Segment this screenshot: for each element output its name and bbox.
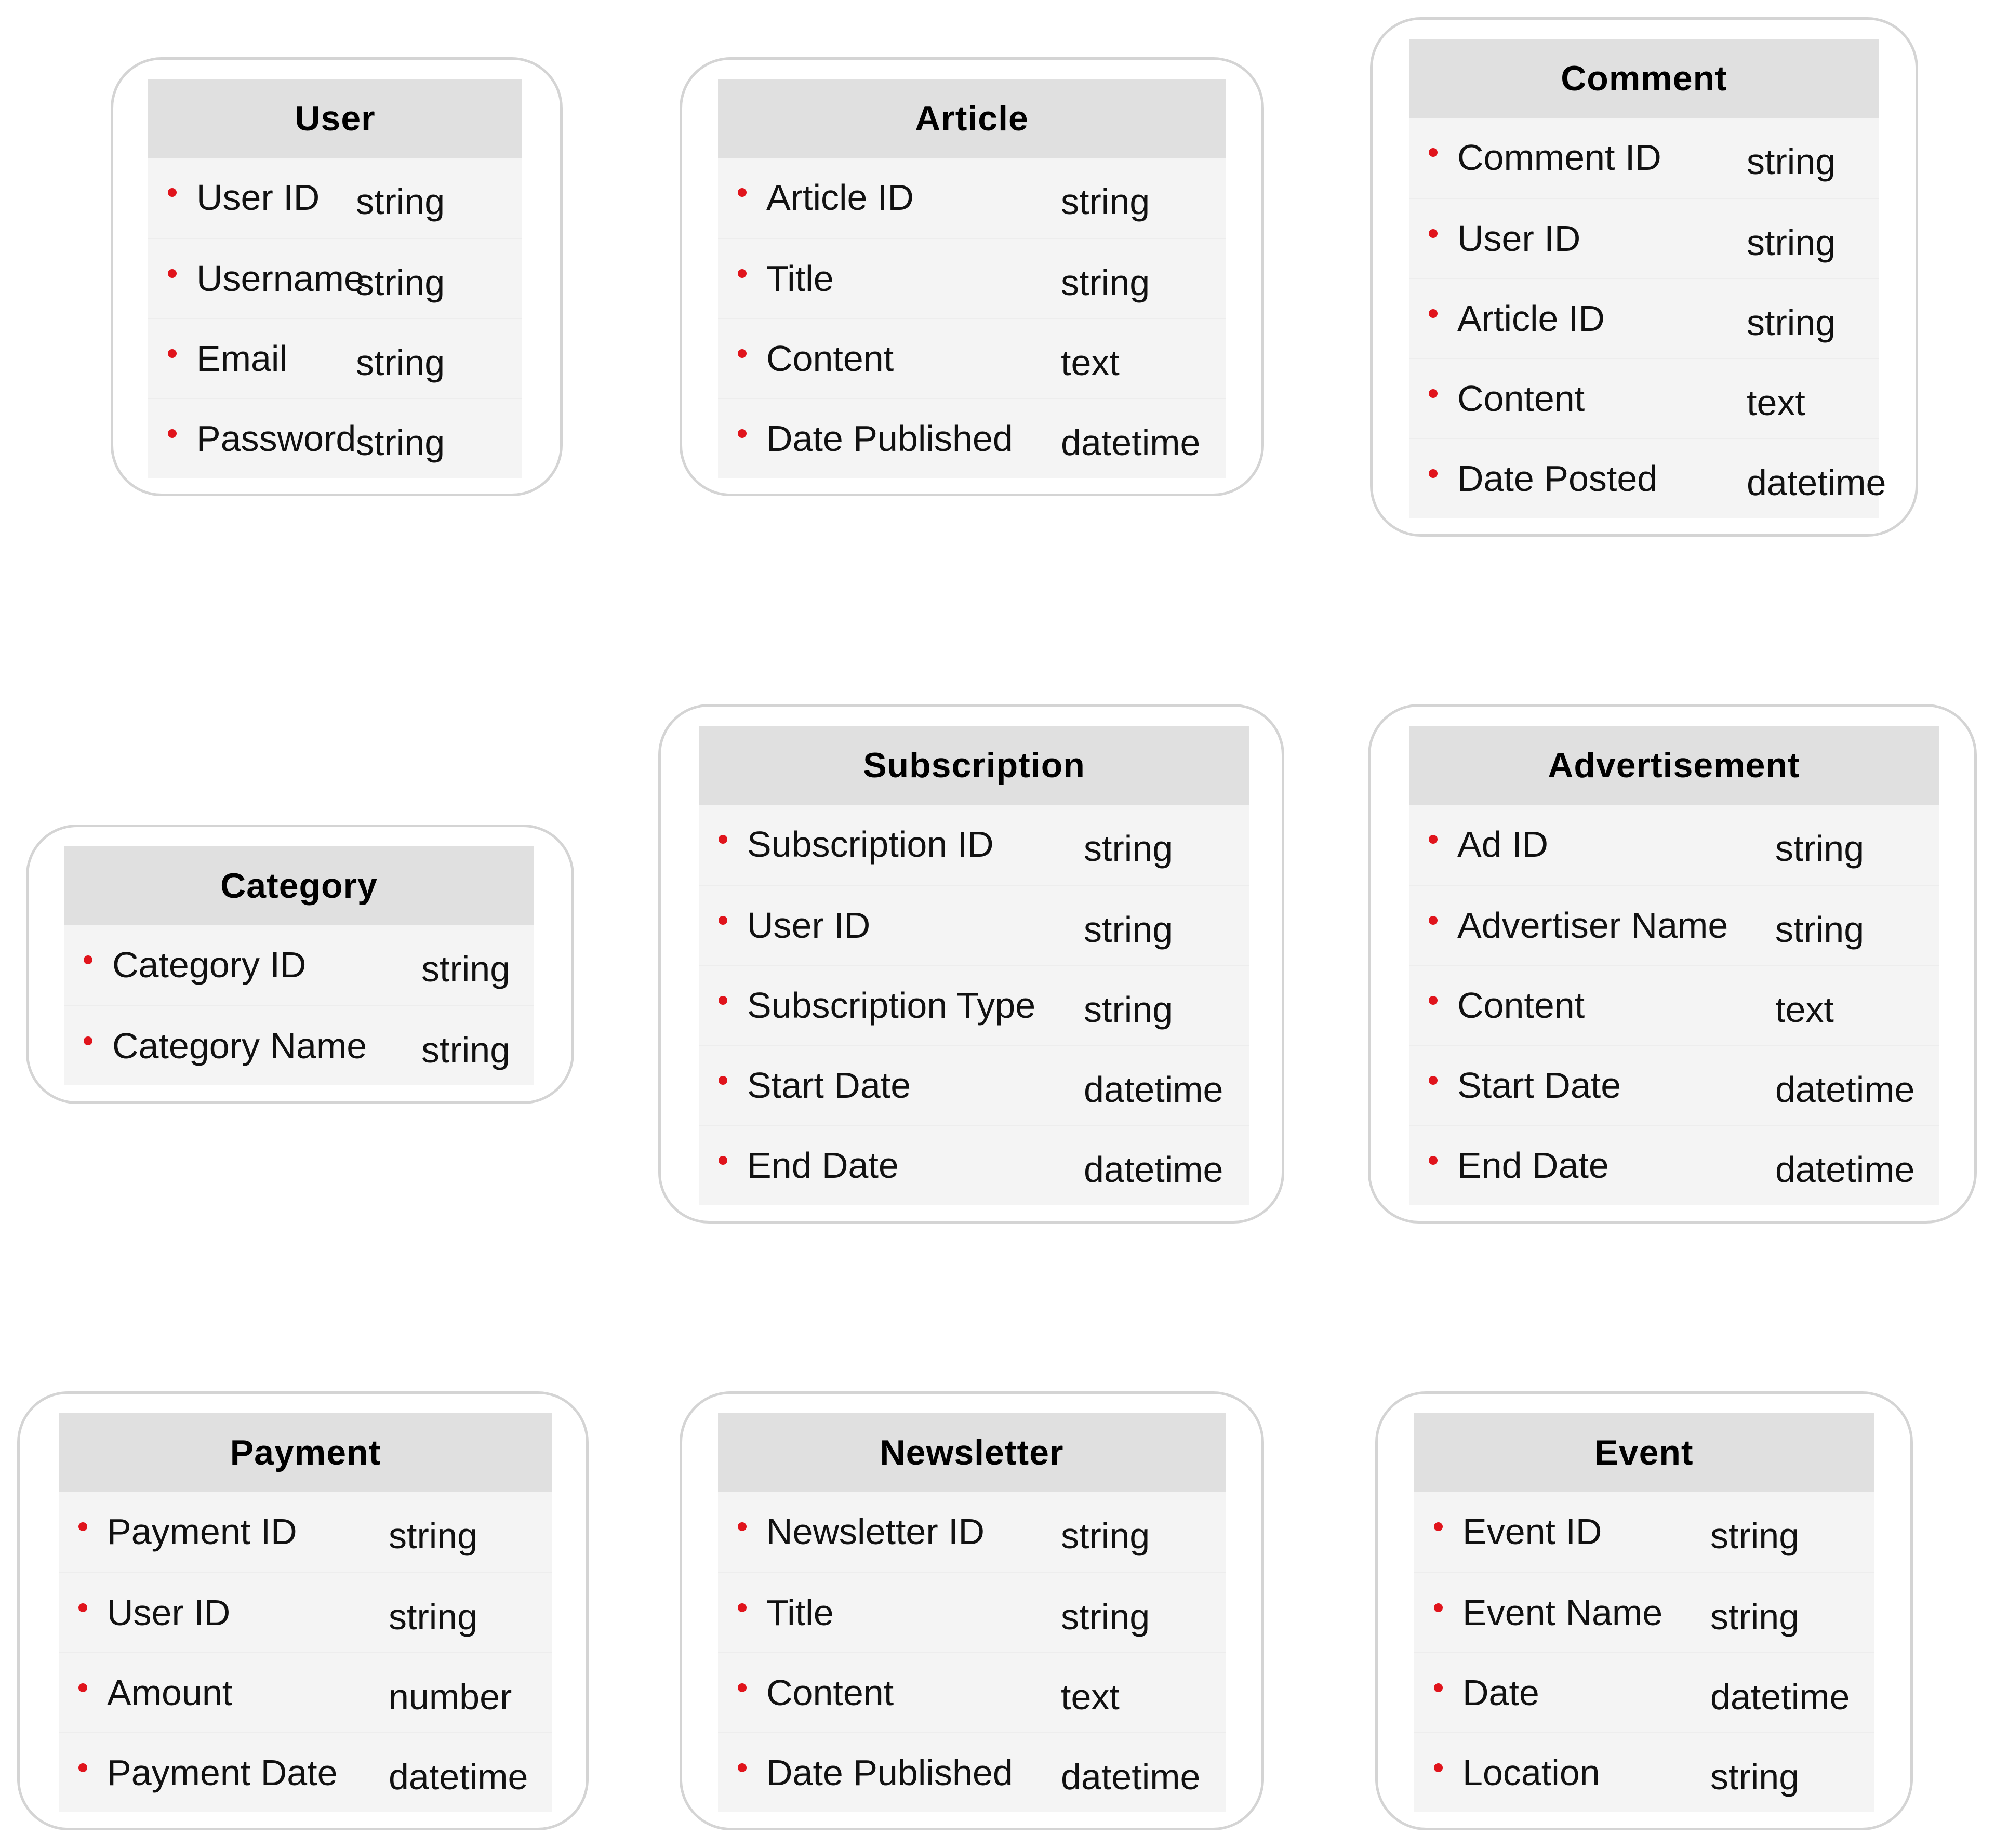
field-type: string [1061,1597,1150,1637]
field-name: Date [1462,1672,1539,1713]
field-row [1414,1492,1874,1572]
entity-title: User [148,79,522,158]
entity-title: Category [64,846,534,925]
field-name: Advertiser Name [1457,905,1728,946]
bullet-icon [738,1763,747,1772]
field-type: datetime [1710,1677,1850,1717]
field-row [59,1572,552,1652]
bullet-icon [738,188,747,197]
bullet-icon [1429,148,1438,157]
bullet-icon [1429,916,1438,925]
field-name: Date Published [766,1752,1013,1793]
field-name: Payment Date [107,1752,338,1793]
field-row [64,925,534,1005]
entity-table [1409,726,1939,1205]
field-type: string [1710,1597,1800,1637]
entity-event [1375,1391,1913,1830]
field-type: string [356,181,445,222]
field-list [64,925,534,1085]
field-type: string [1084,828,1173,869]
field-name: Title [766,258,834,299]
field-name: Payment ID [107,1511,297,1552]
bullet-icon [719,1156,727,1165]
bullet-icon [168,269,177,278]
field-type: string [421,1030,511,1070]
field-list [699,805,1249,1205]
field-list [718,1492,1226,1812]
field-row [1409,358,1879,438]
bullet-icon [1429,835,1438,844]
field-row [59,1492,552,1572]
entity-title: Payment [59,1413,552,1492]
bullet-icon [1429,1076,1438,1085]
bullet-icon [1429,996,1438,1005]
field-row [1409,965,1939,1045]
field-name: Event Name [1462,1592,1663,1633]
field-name: Content [1457,985,1585,1026]
field-row [699,965,1249,1045]
bullet-icon [738,429,747,438]
field-name: Email [196,338,288,379]
field-type: datetime [1747,462,1886,503]
entity-table [59,1413,552,1812]
field-type: text [1061,1677,1120,1717]
field-name: Article ID [766,177,914,218]
field-type: string [421,949,511,989]
field-row [59,1732,552,1812]
bullet-icon [78,1763,87,1772]
field-row [699,1125,1249,1205]
field-row [148,158,522,238]
field-type: string [356,342,445,383]
field-name: Title [766,1592,834,1633]
field-name: Start Date [747,1065,911,1106]
field-row [718,318,1226,398]
field-type: string [1710,1757,1800,1797]
bullet-icon [78,1522,87,1531]
field-row [1409,198,1879,278]
field-row [699,805,1249,885]
field-name: Comment ID [1457,137,1661,178]
field-type: string [356,262,445,303]
field-type: datetime [1061,422,1201,463]
entity-title: Comment [1409,39,1879,118]
bullet-icon [78,1603,87,1612]
field-name: Category Name [112,1026,367,1066]
field-name: Location [1462,1752,1600,1793]
field-row [1409,278,1879,358]
field-list [718,158,1226,478]
field-name: Subscription Type [747,985,1036,1026]
entity-newsletter [680,1391,1264,1830]
field-type: string [356,422,445,463]
entity-title: Newsletter [718,1413,1226,1492]
entity-user [111,57,563,496]
field-type: string [1084,909,1173,950]
field-type: string [1084,989,1173,1030]
field-name: Username [196,258,364,299]
field-row [59,1652,552,1732]
entity-article [680,57,1264,496]
field-type: datetime [1775,1149,1915,1190]
field-name: Subscription ID [747,824,994,865]
field-list [1409,118,1886,518]
field-list [148,158,522,478]
entity-category [26,825,574,1104]
field-type: string [1747,141,1836,182]
field-name: Ad ID [1457,824,1549,865]
bullet-icon [719,996,727,1005]
field-row [699,1045,1249,1125]
field-name: User ID [747,905,871,946]
entity-title: Advertisement [1409,726,1939,805]
field-row [1409,118,1879,198]
field-type: string [389,1597,478,1637]
field-row [1409,805,1939,885]
field-row [718,398,1226,478]
bullet-icon [1434,1763,1443,1772]
field-row [1409,438,1886,518]
field-row [718,1652,1226,1732]
field-row [1409,1045,1939,1125]
bullet-icon [738,1522,747,1531]
field-type: text [1747,382,1805,423]
bullet-icon [1429,1156,1438,1165]
field-name: User ID [1457,218,1581,259]
bullet-icon [738,1603,747,1612]
field-type: string [1775,828,1865,869]
bullet-icon [1434,1603,1443,1612]
entity-table [699,726,1249,1205]
field-name: Content [766,1672,894,1713]
entity-title: Article [718,79,1226,158]
entity-table [148,79,522,478]
field-row [148,238,522,318]
entity-subscription [658,704,1284,1224]
bullet-icon [1429,309,1438,318]
field-name: Amount [107,1672,233,1713]
bullet-icon [1429,469,1438,478]
field-name: Password [196,418,356,459]
field-name: End Date [1457,1145,1609,1186]
entity-comment [1370,17,1918,537]
bullet-icon [168,188,177,197]
bullet-icon [738,349,747,358]
bullet-icon [1434,1522,1443,1531]
field-type: text [1061,342,1120,383]
field-type: string [1775,909,1865,950]
entity-table [64,846,534,1085]
bullet-icon [1429,229,1438,238]
field-type: string [1747,302,1836,343]
field-type: datetime [1061,1757,1201,1797]
entity-table [1414,1413,1874,1812]
field-type: string [1061,181,1150,222]
bullet-icon [168,349,177,358]
bullet-icon [168,429,177,438]
field-type: datetime [1084,1069,1223,1110]
entity-table [718,1413,1226,1812]
field-list [1409,805,1939,1205]
field-type: string [1747,222,1836,263]
field-name: End Date [747,1145,899,1186]
field-name: Start Date [1457,1065,1621,1106]
bullet-icon [84,955,92,964]
field-type: string [1061,262,1150,303]
field-row [64,1005,534,1085]
field-type: text [1775,989,1834,1030]
field-row [718,1492,1226,1572]
field-name: Event ID [1462,1511,1602,1552]
field-row [718,158,1226,238]
field-name: User ID [107,1592,231,1633]
field-row [1414,1732,1874,1812]
field-type: datetime [1084,1149,1223,1190]
field-row [699,885,1249,965]
field-row [1409,885,1939,965]
field-row [718,238,1226,318]
field-row [148,318,522,398]
field-type: string [389,1515,478,1556]
entity-table [1409,39,1886,518]
field-name: Date Published [766,418,1013,459]
field-row [1414,1572,1874,1652]
entity-payment [17,1391,589,1830]
field-list [59,1492,552,1812]
field-row [718,1732,1226,1812]
bullet-icon [738,1683,747,1692]
field-name: Date Posted [1457,458,1658,499]
field-list [1414,1492,1874,1812]
field-name: Content [1457,378,1585,419]
field-name: User ID [196,177,320,218]
bullet-icon [719,1076,727,1085]
entity-table [718,79,1226,478]
entity-title: Subscription [699,726,1249,805]
field-name: Article ID [1457,298,1605,339]
field-row [1409,1125,1939,1205]
field-name: Category ID [112,945,307,985]
bullet-icon [1434,1683,1443,1692]
field-row [718,1572,1226,1652]
bullet-icon [719,916,727,925]
bullet-icon [78,1683,87,1692]
field-name: Newsletter ID [766,1511,985,1552]
field-name: Content [766,338,894,379]
field-type: datetime [389,1757,528,1797]
field-type: string [1061,1515,1150,1556]
entity-title: Event [1414,1413,1874,1492]
bullet-icon [719,835,727,844]
field-type: datetime [1775,1069,1915,1110]
bullet-icon [84,1036,92,1045]
bullet-icon [738,269,747,278]
field-row [148,398,522,478]
field-row [1414,1652,1874,1732]
entity-advertisement [1368,704,1977,1224]
field-type: number [389,1677,512,1717]
field-type: string [1710,1515,1800,1556]
bullet-icon [1429,389,1438,398]
